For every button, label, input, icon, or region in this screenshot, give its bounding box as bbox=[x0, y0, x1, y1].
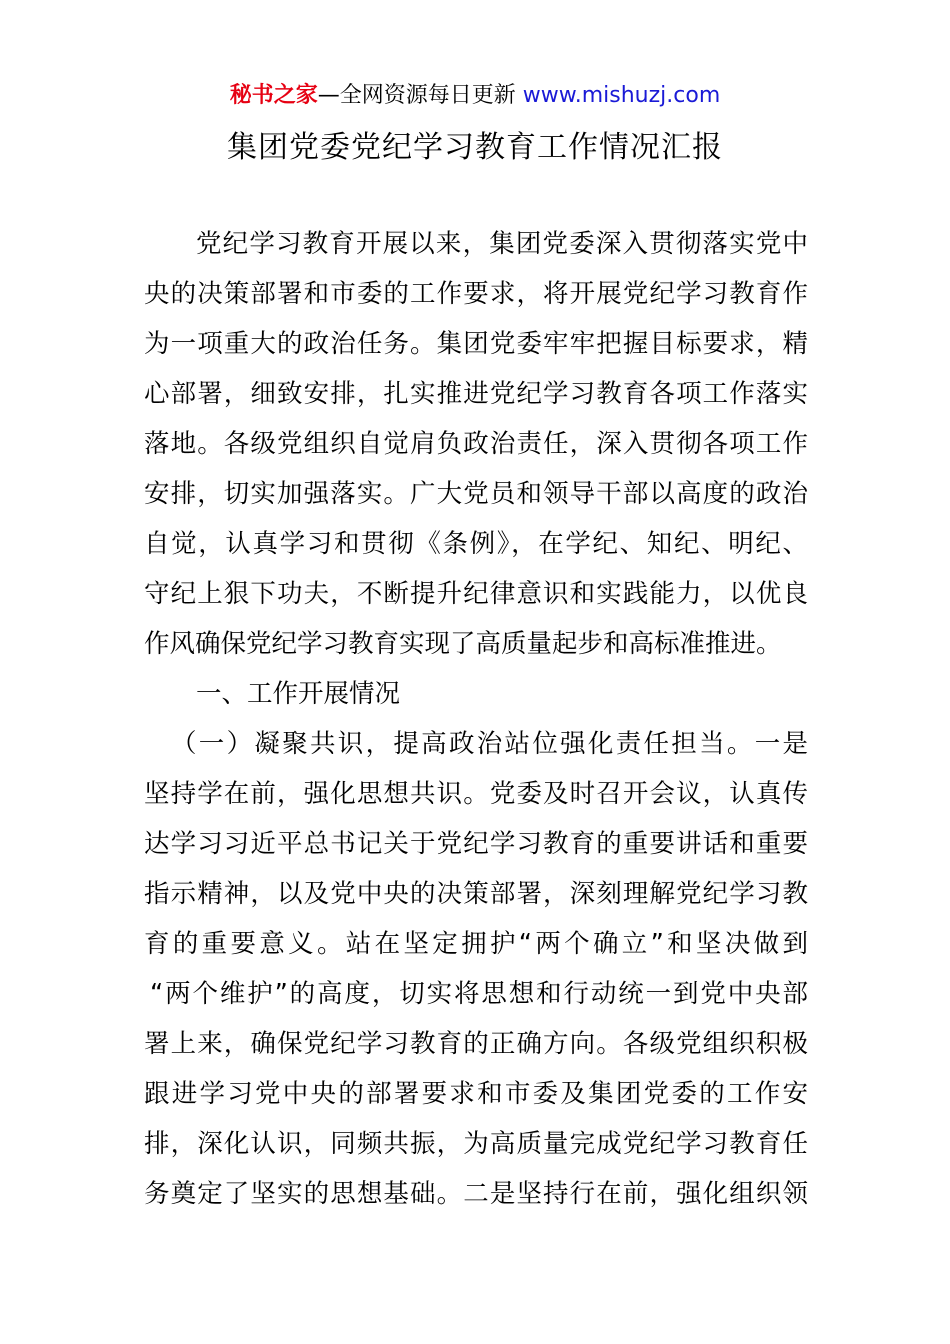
paragraph-line: 心部署，细致安排，扎实推进党纪学习教育各项工作落实 bbox=[144, 379, 808, 409]
paragraph-line: 排，深化认识，同频共振，为高质量完成党纪学习教育任 bbox=[144, 1129, 808, 1159]
website-link[interactable]: www.mishuzj.com bbox=[522, 83, 721, 108]
paragraph-line: 落地。各级党组织自觉肩负政治责任，深入贯彻各项工作 bbox=[144, 429, 808, 459]
header-slogan: —全网资源每日更新 bbox=[317, 83, 523, 108]
paragraph-line: 自觉，认真学习和贯彻《条例》，在学纪、知纪、明纪、 bbox=[144, 529, 808, 559]
paragraph-line: 署上来，确保党纪学习教育的正确方向。各级党组织积极 bbox=[144, 1029, 808, 1059]
paragraph-line: 坚持学在前，强化思想共识。党委及时召开会议，认真传 bbox=[144, 779, 808, 809]
paragraph-line: （一）凝聚共识，提高政治站位强化责任担当。一是 bbox=[171, 729, 808, 759]
paragraph-line: 务奠定了坚实的思想基础。二是坚持行在前，强化组织领 bbox=[144, 1179, 808, 1209]
source-header bbox=[0, 78, 950, 114]
document-title: 集团党委党纪学习教育工作情况汇报 bbox=[227, 130, 723, 165]
paragraph-line: 守纪上狠下功夫，不断提升纪律意识和实践能力，以优良 bbox=[144, 579, 808, 609]
paragraph-line: 党纪学习教育开展以来，集团党委深入贯彻落实党中 bbox=[196, 229, 808, 259]
paragraph-line: 作风确保党纪学习教育实现了高质量起步和高标准推进。 bbox=[144, 629, 782, 659]
brand-name: 秘书之家 bbox=[229, 83, 318, 108]
paragraph-line: 指示精神，以及党中央的决策部署，深刻理解党纪学习教 bbox=[144, 879, 808, 909]
paragraph-line: 为一项重大的政治任务。集团党委牢牢把握目标要求，精 bbox=[144, 329, 808, 359]
section-heading: 一、工作开展情况 bbox=[196, 679, 401, 709]
paragraph-line: 跟进学习党中央的部署要求和市委及集团党委的工作安 bbox=[144, 1079, 808, 1109]
paragraph-line: “两个维护”的高度，切实将思想和行动统一到党中央部 bbox=[150, 979, 808, 1009]
paragraph-line: 安排，切实加强落实。广大党员和领导干部以高度的政治 bbox=[144, 479, 808, 509]
paragraph-line: 育的重要意义。站在坚定拥护“两个确立”和坚决做到 bbox=[144, 929, 808, 959]
paragraph-line: 达学习习近平总书记关于党纪学习教育的重要讲话和重要 bbox=[144, 829, 808, 859]
paragraph-line: 央的决策部署和市委的工作要求，将开展党纪学习教育作 bbox=[144, 279, 808, 309]
